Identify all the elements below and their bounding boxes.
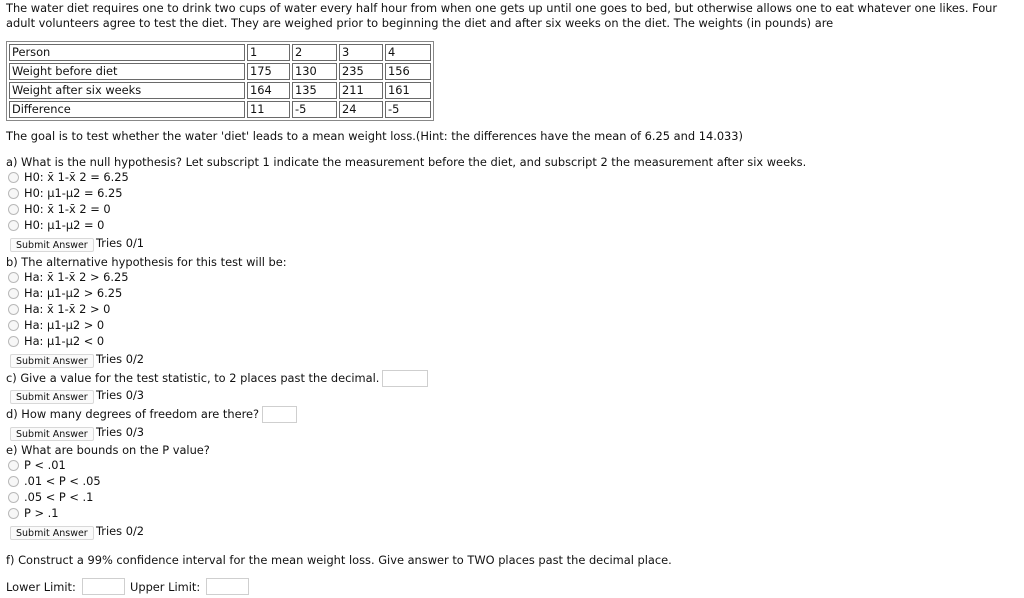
row-label: Weight before diet — [9, 63, 245, 80]
table-row — [9, 101, 431, 118]
table-cell: 135 — [292, 82, 337, 99]
table-cell: 3 — [339, 44, 383, 61]
lower-limit-input[interactable] — [82, 578, 125, 595]
table-cell: 4 — [385, 44, 431, 61]
radio-a-2[interactable] — [8, 188, 19, 199]
table-cell: 130 — [292, 63, 337, 80]
question-d-prompt: d) How many degrees of freedom are there? — [6, 407, 260, 421]
option-a-1-label: H0: x̄ 1-x̄ 2 = 6.25 — [24, 170, 129, 184]
table-cell: 211 — [339, 82, 383, 99]
table-row — [9, 82, 431, 99]
table-cell: 24 — [339, 101, 383, 118]
upper-limit-label: Upper Limit: — [130, 580, 201, 594]
table-cell: -5 — [292, 101, 337, 118]
option-e-2-label: .01 < P < .05 — [24, 474, 101, 488]
question-a-prompt: a) What is the null hypothesis? Let subscript 1 indicate the measurement before the diet, and subscript 2 the measurement after six weeks. — [6, 155, 807, 169]
option-b-1-label: Ha: x̄ 1-x̄ 2 > 6.25 — [24, 270, 129, 284]
table-cell: 156 — [385, 63, 431, 80]
question-b-prompt: b) The alternative hypothesis for this test will be: — [6, 255, 287, 269]
table-cell: 164 — [247, 82, 290, 99]
tries-e: Tries 0/2 — [96, 524, 145, 538]
option-e-1-label: P < .01 — [24, 458, 66, 472]
tries-d: Tries 0/3 — [96, 425, 145, 439]
option-e-4-label: P > .1 — [24, 506, 59, 520]
question-c-prompt: c) Give a value for the test statistic, to 2 places past the decimal. — [6, 371, 380, 385]
radio-b-5[interactable] — [8, 336, 19, 347]
radio-a-4[interactable] — [8, 220, 19, 231]
upper-limit-input[interactable] — [206, 578, 249, 595]
radio-e-2[interactable] — [8, 476, 19, 487]
option-b-5-label: Ha: μ1-μ2 < 0 — [24, 334, 105, 348]
table-cell: 1 — [247, 44, 290, 61]
tries-a: Tries 0/1 — [96, 236, 145, 250]
row-label: Person — [9, 44, 245, 61]
radio-b-1[interactable] — [8, 272, 19, 283]
radio-a-3[interactable] — [8, 204, 19, 215]
weights-table — [6, 41, 434, 121]
radio-b-3[interactable] — [8, 304, 19, 315]
radio-e-1[interactable] — [8, 460, 19, 471]
submit-answer-c-button[interactable]: Submit Answer — [10, 390, 94, 404]
table-cell: 11 — [247, 101, 290, 118]
question-e-prompt: e) What are bounds on the P value? — [6, 443, 210, 457]
radio-e-4[interactable] — [8, 508, 19, 519]
table-cell: 161 — [385, 82, 431, 99]
goal-text: The goal is to test whether the water 'diet' leads to a mean weight loss.(Hint: the differences have the mean of 6.25 and 14.033) — [6, 129, 743, 143]
degrees-of-freedom-input[interactable] — [262, 406, 297, 423]
question-f-prompt: f) Construct a 99% confidence interval for the mean weight loss. Give answer to TWO places past the decimal place. — [6, 553, 672, 567]
table-row — [9, 63, 431, 80]
submit-answer-d-button[interactable]: Submit Answer — [10, 427, 94, 441]
test-statistic-input[interactable] — [382, 370, 428, 387]
row-label: Difference — [9, 101, 245, 118]
option-a-2-label: H0: μ1-μ2 = 6.25 — [24, 186, 123, 200]
lower-limit-label: Lower Limit: — [6, 580, 76, 594]
radio-e-3[interactable] — [8, 492, 19, 503]
option-b-4-label: Ha: μ1-μ2 > 0 — [24, 318, 105, 332]
option-a-4-label: H0: μ1-μ2 = 0 — [24, 218, 105, 232]
submit-answer-e-button[interactable]: Submit Answer — [10, 526, 94, 540]
option-b-3-label: Ha: x̄ 1-x̄ 2 > 0 — [24, 302, 111, 316]
submit-answer-a-button[interactable]: Submit Answer — [10, 238, 94, 252]
tries-c: Tries 0/3 — [96, 388, 145, 402]
table-cell: 235 — [339, 63, 383, 80]
tries-b: Tries 0/2 — [96, 352, 145, 366]
table-cell: 2 — [292, 44, 337, 61]
option-a-3-label: H0: x̄ 1-x̄ 2 = 0 — [24, 202, 111, 216]
option-e-3-label: .05 < P < .1 — [24, 490, 94, 504]
radio-b-4[interactable] — [8, 320, 19, 331]
radio-b-2[interactable] — [8, 288, 19, 299]
problem-intro: The water diet requires one to drink two cups of water every half hour from when one gets up until one goes to bed, but otherwise allows one to eat whatever one likes. Four adult volunteers agree to test the diet. They are weighed prior to beginning the diet and after six weeks on the diet. The weights (in pounds) are — [6, 1, 998, 30]
table-cell: 175 — [247, 63, 290, 80]
row-label: Weight after six weeks — [9, 82, 245, 99]
table-cell: -5 — [385, 101, 431, 118]
option-b-2-label: Ha: μ1-μ2 > 6.25 — [24, 286, 123, 300]
table-row — [9, 44, 431, 61]
submit-answer-b-button[interactable]: Submit Answer — [10, 354, 94, 368]
radio-a-1[interactable] — [8, 172, 19, 183]
